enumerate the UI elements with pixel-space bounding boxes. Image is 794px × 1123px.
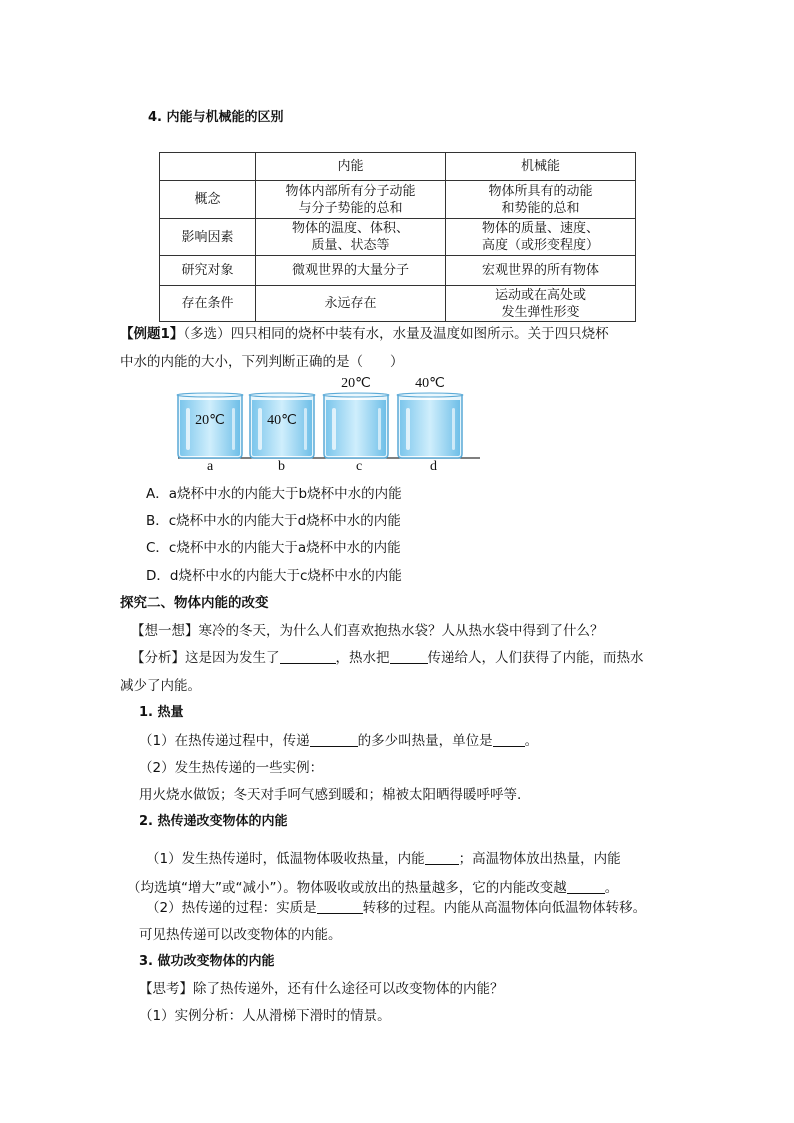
row-mech [446,286,636,322]
cell-line: 运动或在高处或 [494,287,586,303]
table-header-empty [160,153,256,181]
option-a[interactable]: A．a烧杯中水的内能大于b烧杯中水的内能 [146,486,402,502]
heat-text: 的多少叫热量，单位是 [357,733,493,749]
ht-text: 转移的过程。内能从高温物体向低温物体转移。 [362,900,647,916]
heat-transfer-line1 [146,847,621,867]
blank-6[interactable] [567,879,605,894]
heat-line2: （2）发生热传递的一些实例： [139,760,324,776]
heat-title: 1. 热量 [139,705,184,720]
blank-7[interactable] [317,899,363,914]
analysis-line2: 减少了内能。 [120,678,201,694]
heat-text: 。 [524,733,539,749]
row-label: 研究对象 [160,256,256,286]
row-inner: 永远存在 [256,286,446,322]
row-mech [446,181,636,219]
heat-transfer-conclusion: 可见热传递可以改变物体的内能。 [139,927,342,943]
row-label: 概念 [160,181,256,219]
case-analysis: （1）实例分析：人从滑梯下滑时的情景。 [139,1008,391,1024]
example1-line2: 中水的内能的大小，下列判断正确的是（ ） [120,354,404,370]
think-question: 【想一想】寒冷的冬天，为什么人们喜欢抱热水袋？人从热水袋中得到了什么？ [131,623,604,639]
cell-line: 与分子势能的总和 [298,200,403,216]
table-header-mech: 机械能 [446,153,636,181]
heat-transfer-line3 [146,896,646,916]
heat-examples: 用火烧水做饭；冬天对手呵气感到暖和；棉被太阳晒得暖呼呼等. [139,787,522,803]
section4-title: 4. 内能与机械能的区别 [148,110,284,125]
part2-title: 探究二、物体内能的改变 [120,595,269,611]
blank-5[interactable] [425,850,459,865]
example1-tag: 【例题1】 [120,326,184,342]
heat-text: （1）在热传递过程中，传递 [139,733,310,749]
ht-text: （1）发生热传递时，低温物体吸收热量，内能 [146,851,425,867]
row-label: 存在条件 [160,286,256,322]
table-row [160,181,636,219]
beaker-c [323,376,389,458]
beaker-a-temp: 20℃ [195,413,225,428]
reflect-question: 【思考】除了热传递外，还有什么途径可以改变物体的内能？ [139,981,504,997]
beaker-b-temp: 40℃ [267,413,297,428]
cell-line: 物体内部所有分子动能 [285,183,416,199]
cell-line: 质量、状态等 [311,238,390,253]
cell-line: 高度（或形变程度） [481,238,599,253]
heat-transfer-line2 [127,876,618,896]
row-mech [446,219,636,256]
ht-text: ；高温物体放出热量，内能 [458,851,621,867]
ht-text: （均选填“增大”或“减小”）。物体吸收或放出的热量越多，它的内能改变越 [127,880,567,896]
blank-4[interactable] [493,732,525,747]
cell-line: 和势能的总和 [501,200,580,216]
beaker-label-a: a [207,459,214,474]
work-title: 3. 做功改变物体的内能 [139,954,275,969]
heat-transfer-title: 2. 热传递改变物体的内能 [139,814,288,829]
ht-text: 。 [604,880,619,896]
row-inner [256,219,446,256]
beaker-d-temp: 40℃ [415,376,445,391]
option-c[interactable]: C．c烧杯中水的内能大于a烧杯中水的内能 [146,540,401,556]
table-row [160,219,636,256]
example1-line1 [120,322,609,342]
beaker-label-d: d [430,459,437,474]
beaker-b [249,393,315,458]
blank-3[interactable] [310,732,358,747]
beaker-d [397,376,463,458]
row-label: 影响因素 [160,219,256,256]
beaker-a [177,393,243,458]
row-inner: 微观世界的大量分子 [256,256,446,286]
analysis-text: 【分析】这是因为发生了 [131,650,280,666]
cell-line: 物体所具有的动能 [488,183,593,199]
ht-text: （2）热传递的过程：实质是 [146,900,317,916]
heat-line1 [139,729,538,749]
table-header-row [160,153,636,181]
cell-line: 物体的温度、体积、 [291,221,409,236]
row-mech: 宏观世界的所有物体 [446,256,636,286]
blank-2[interactable] [390,649,428,664]
analysis-line1 [131,646,644,666]
table-header-inner: 内能 [256,153,446,181]
example1-text: （多选）四只相同的烧杯中装有水，水量及温度如图所示。关于四只烧杯 [183,326,609,342]
table-row [160,256,636,286]
cell-line: 物体的质量、速度、 [481,221,599,236]
row-inner [256,181,446,219]
beaker-c-temp: 20℃ [341,376,371,391]
beaker-figure [172,372,492,472]
cell-line: 发生弹性形变 [501,304,580,320]
beaker-label-c: c [356,459,363,474]
beaker-label-b: b [278,459,285,474]
option-d[interactable]: D．d烧杯中水的内能大于c烧杯中水的内能 [146,568,402,584]
analysis-text: 传递给人，人们获得了内能，而热水 [427,650,644,666]
comparison-table [159,152,636,322]
option-b[interactable]: B．c烧杯中水的内能大于d烧杯中水的内能 [146,513,401,529]
table-row [160,286,636,322]
analysis-text: ，热水把 [335,650,390,666]
blank-1[interactable] [280,649,336,664]
